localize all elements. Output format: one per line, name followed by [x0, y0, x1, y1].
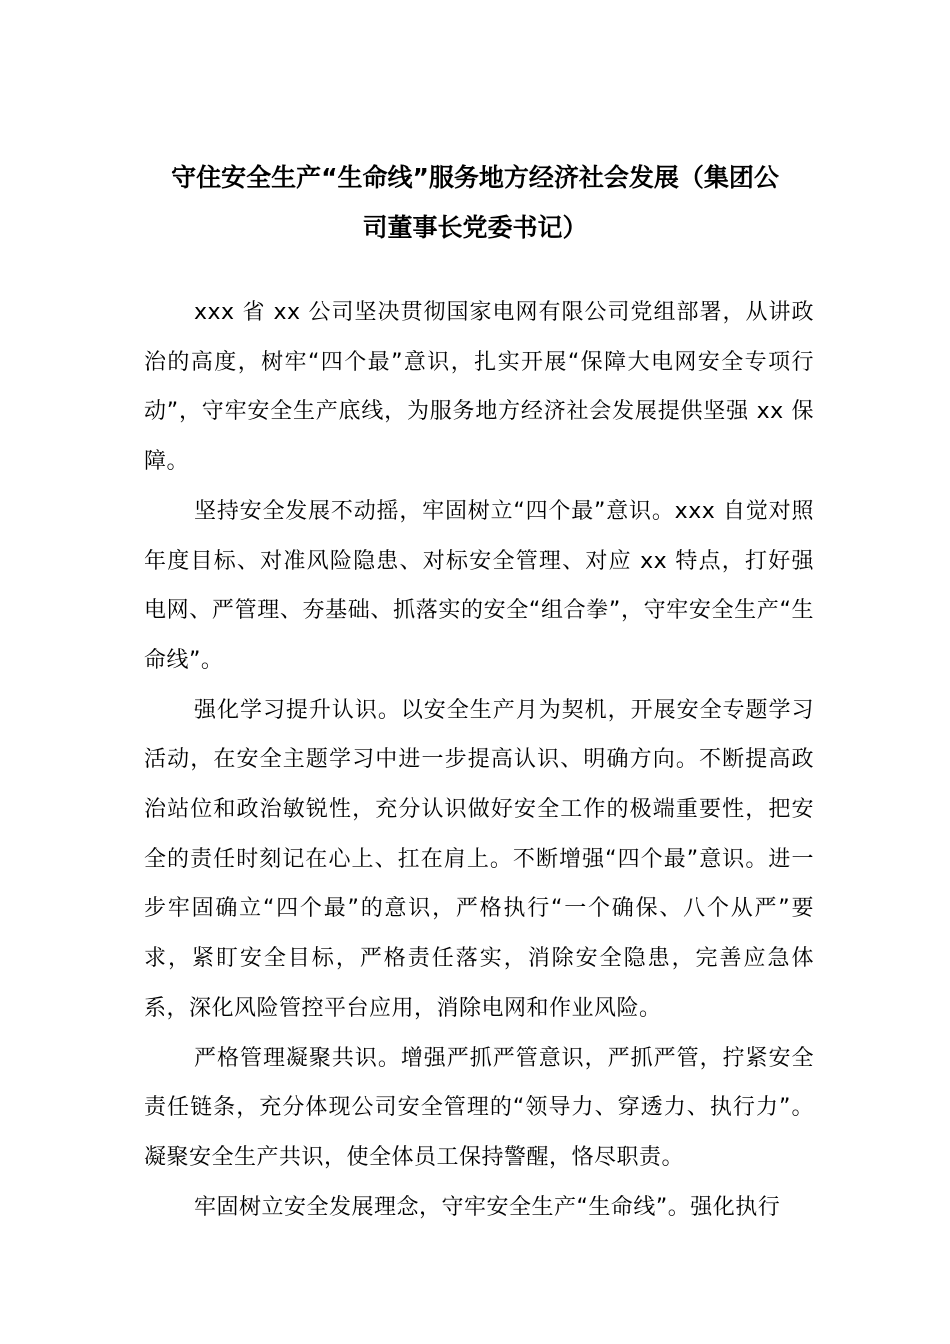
paragraph-3: 强化学习提升认识。以安全生产月为契机，开展安全专题学习活动，在安全主题学习中进一步提高认识、明确方向。不断提高政治站位和政治敏锐性，充分认识做好安全工作的极端重要性，把安全的责任时刻记在心上、扛在肩上。不断增强“四个最”意识。进一步牢固确立“四个最”的意识，严格执行“一个确保、八个从严”要求，紧盯安全目标，严格责任落实，消除安全隐患，完善应急体系，深化风险管控平台应用，消除电网和作业风险。: [144, 697, 814, 1021]
paragraph-4: 严格管理凝聚共识。增强严抓严管意识，严抓严管，拧紧安全责任链条，充分体现公司安全管理的“领导力、穿透力、执行力”。凝聚安全生产共识，使全体员工保持警醒，恪尽职责。: [144, 1045, 814, 1170]
document-body: [144, 288, 814, 1232]
document-title-line-1: 守住安全生产“生命线”服务地方经济社会发展（集团公: [171, 163, 779, 192]
document-title-line-2: 司董事长党委书记）: [362, 213, 588, 242]
paragraph-5: 牢固树立安全发展理念，守牢安全生产“生命线”。强化执行: [194, 1194, 781, 1220]
paragraph-1: xxx 省 xx 公司坚决贯彻国家电网有限公司党组部署，从讲政治的高度，树牢“四个最”意识，扎实开展“保障大电网安全专项行动”，守牢安全生产底线，为服务地方经济社会发展提供坚强 xx 保障。: [144, 300, 814, 475]
paragraph-2: 坚持安全发展不动摇，牢固树立“四个最”意识。xxx 自觉对照年度目标、对准风险隐患、对标安全管理、对应 xx 特点，打好强电网、严管理、夯基础、抓落实的安全“组合拳”，守牢安全生产“生命线”。: [144, 498, 814, 673]
